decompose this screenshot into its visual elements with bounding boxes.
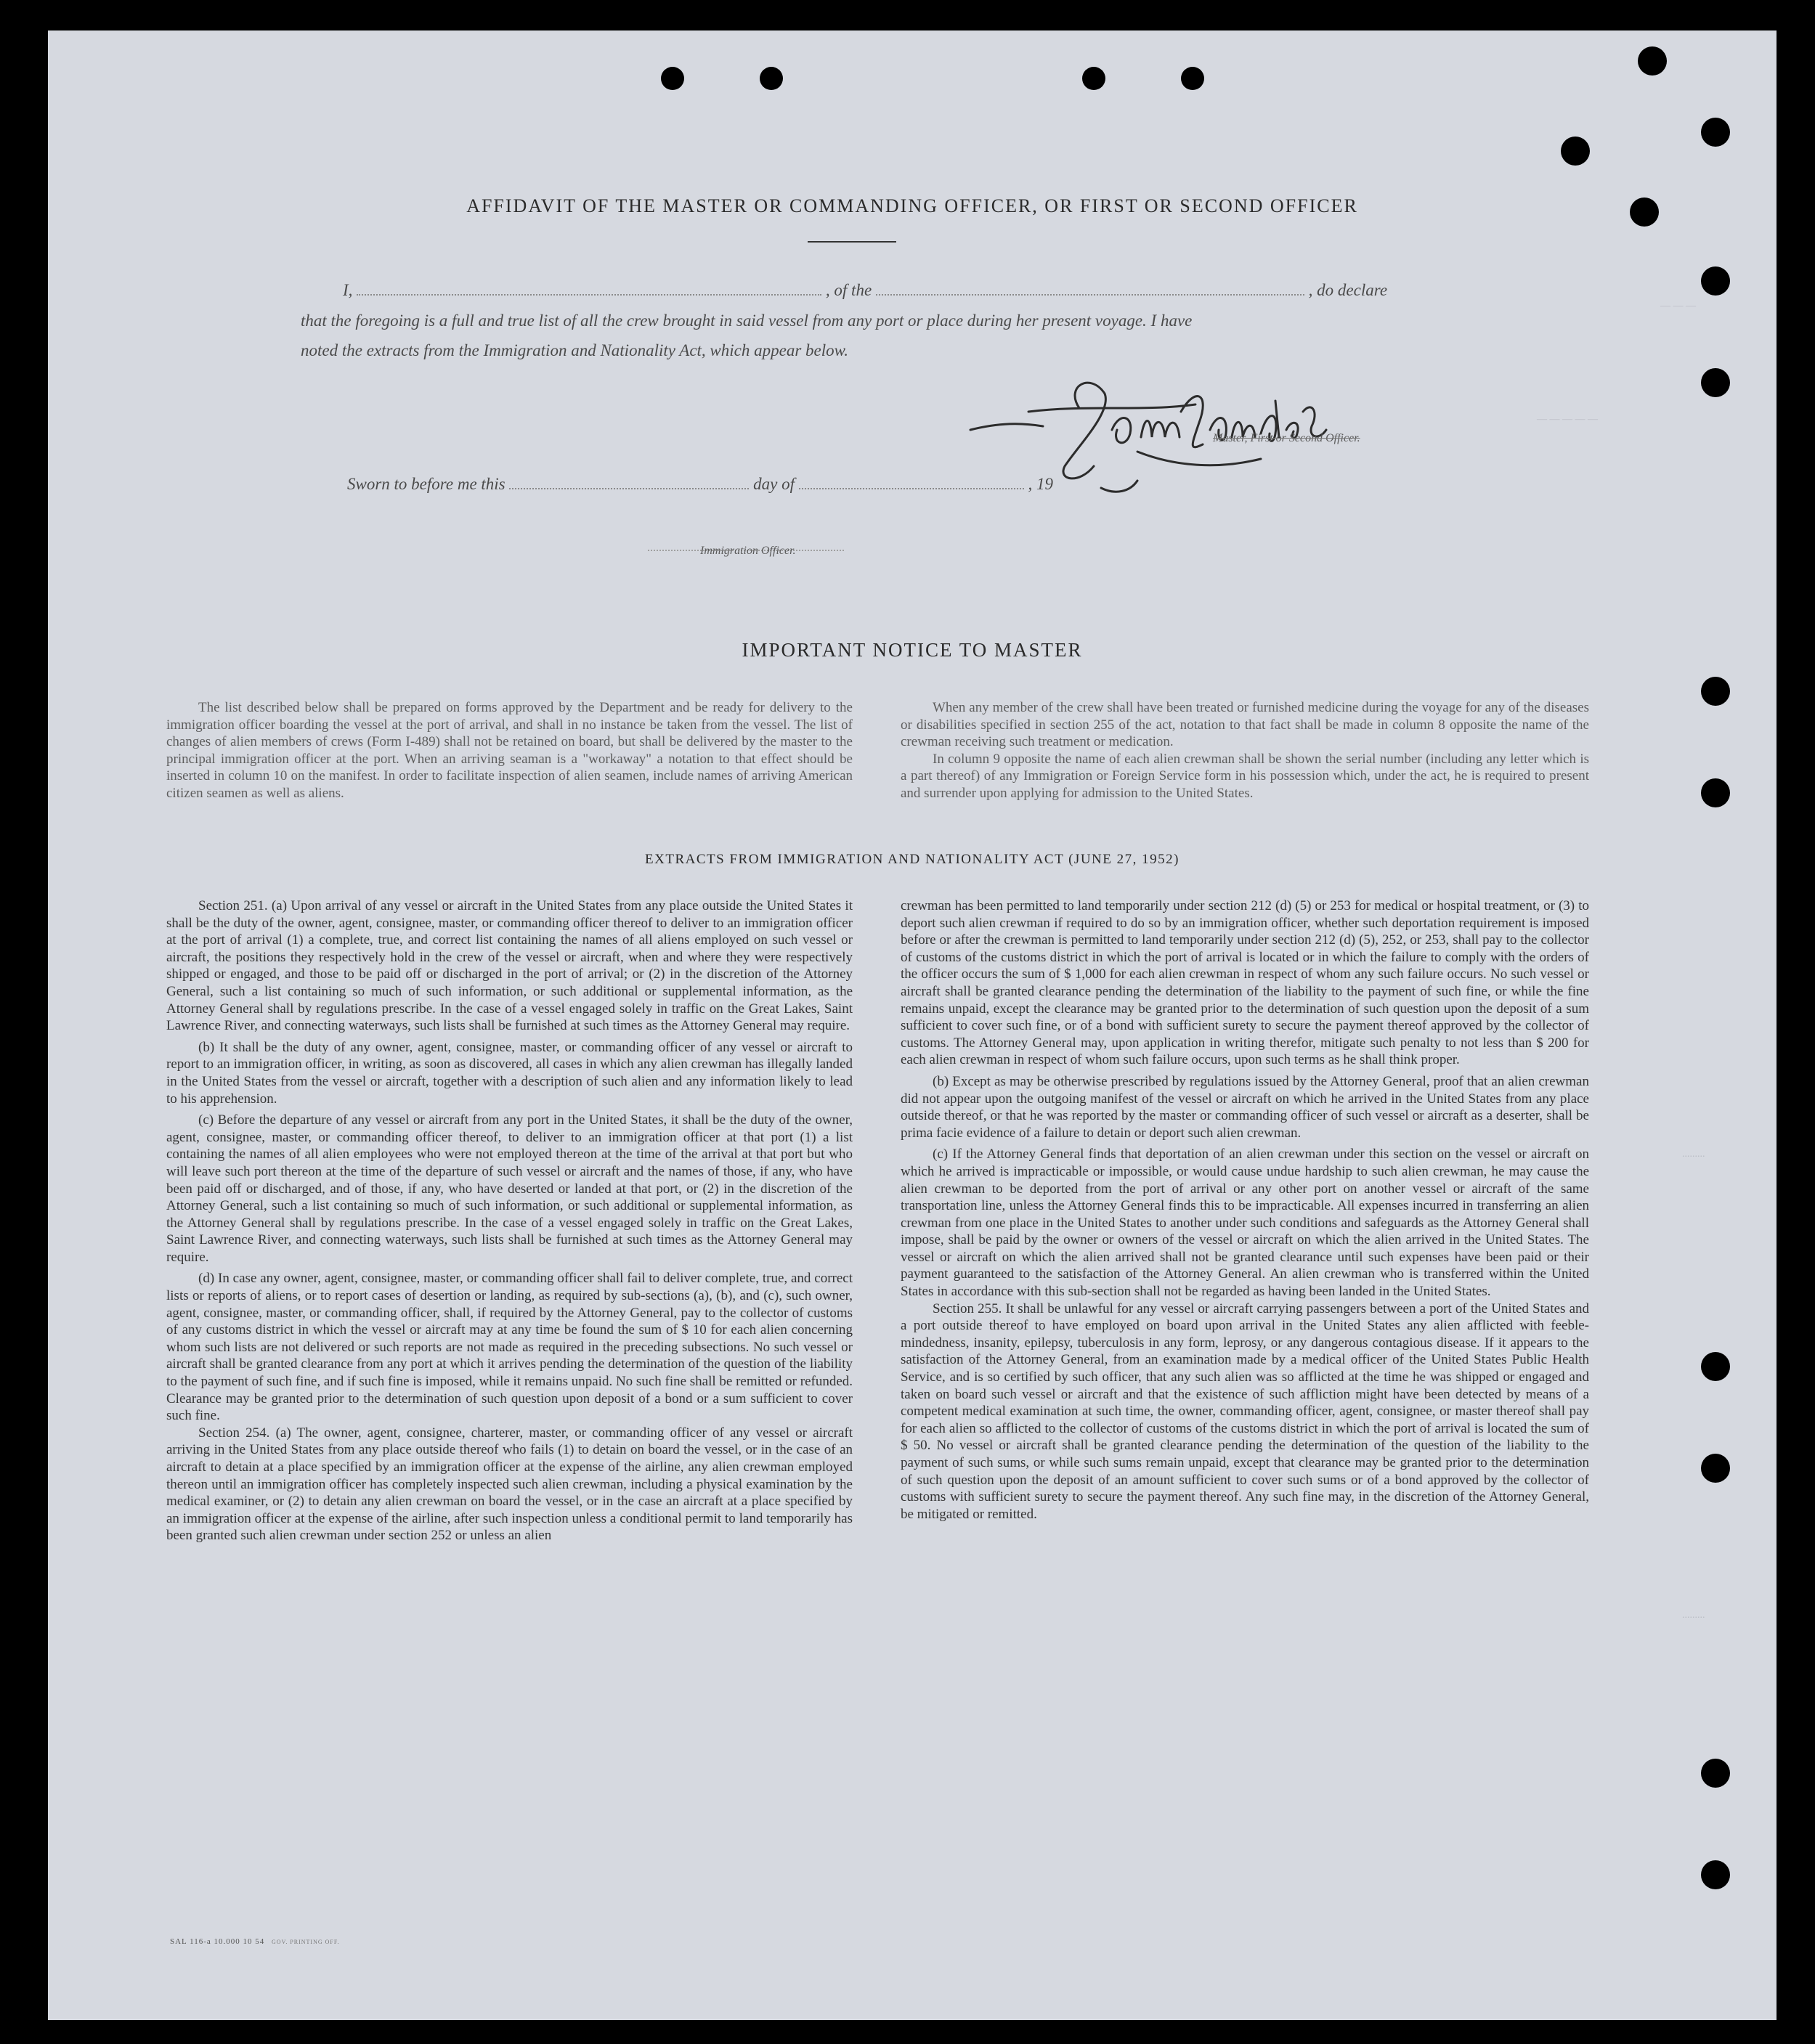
- section-251-c: (c) Before the departure of any vessel or aircraft from any port in the United States, it shall be the duty of the owner, agent, consignee, master, or commanding officer thereof, to deliver to an immigration officer at that port (1) a list containing the names of all alien employees who were not employed thereon at the time of the arrival at that port but who will leave such port thereon at the time of the departure of such vessel or aircraft and the names of those, if any, who have been paid off or discharged, and of those, if any, who have deserted or landed at that port, or (2) in the discretion of the Attorney General, such a list containing so much of such information, or such additional or supplemental information, as the Attorney General shall by regulations prescribe. In the case of a vessel engaged solely in traffic on the Great Lakes, Saint Lawrence River, and connecting waterways, such lists shall be furnished at such times as the Attorney General may require.: [166, 1112, 853, 1265]
- punch-hole: [1561, 137, 1590, 166]
- notice-right-text-2: In column 9 opposite the name of each alien crewman shall be shown the serial number (including any letter which is a part thereof) of any Immigration or Foreign Service form in his possession which, under the act, he is required to present and surrender upon applying for admission to the United States.: [901, 751, 1589, 801]
- punch-hole: [1082, 67, 1105, 90]
- of-the-label: , of the: [825, 281, 872, 299]
- year-label: , 19: [1028, 475, 1053, 493]
- sworn-month-field[interactable]: [799, 475, 1024, 489]
- section-254-c: (c) If the Attorney General finds that deportation of an alien crewman under this section on the vessel or aircraft on which he arrived is impracticable or impossible, or would cause undue hardship to such alien crewman, he may cause the alien crewman to be deported from the port of arrival or any other port on another vessel or aircraft of the same transportation line, unless the Attorney General finds this to be impracticable. All expenses incurred in transferring an alien crewman from one place in the United States to another under such conditions and safeguards as the Attorney General shall impose, shall be paid by the owner or owners of the vessel or aircraft on which the alien arrived in the United States. The vessel or aircraft on which the alien arrived shall not be granted clearance until such expenses have been paid or their payment guaranteed to the satisfaction of the Attorney General. An alien crewman who is transferred within the United States in accordance with this sub-section shall not be regarded as having been landed in the United States.: [901, 1147, 1589, 1300]
- punch-hole: [1701, 778, 1730, 807]
- declare-prefix: I,: [343, 281, 353, 299]
- punch-hole: [1701, 677, 1730, 706]
- punch-hole: [1701, 1454, 1730, 1483]
- section-251-a: Section 251. (a) Upon arrival of any vessel or aircraft in the United States from any place outside the United States it shall be the duty of the owner, agent, consignee, master, or commanding officer thereof to deliver to an immigration officer at the port of arrival (1) a complete, true, and correct list containing the names of all aliens employed on such vessel or aircraft, the positions they respectively hold in the crew of the vessel or aircraft, when and where they were respectively shipped or engaged, and those to be paid off or discharged in the port of arrival; or (2) in the discretion of the Attorney General, such a list containing so much of such information, or such additional or supplemental information, as the Attorney General shall by regulations prescribe. In the case of a vessel engaged solely in traffic on the Great Lakes, Saint Lawrence River, and connecting waterways, such lists shall be furnished at such times as the Attorney General may require.: [166, 898, 853, 1034]
- section-255: Section 255. It shall be unlawful for any vessel or aircraft carrying passengers between a port of the United States and a port outside thereof to have employed on board upon arrival in the United States any alien afflicted with feeble-mindedness, insanity, epilepsy, tuberculosis in any form, leprosy, or any dangerous contagious disease. If it appears to the satisfaction of the Attorney General, from an examination made by a medical officer of the United States Public Health Service, and is so certified by such officer, that any such alien was so afflicted at the time he was shipped or engaged and taken on board such vessel or aircraft and that the existence of such affliction might have been detected by means of a competent medical examination at such time, the owner, commanding officer, agent, consignee, or master thereof shall pay for each alien so afflicted to the collector of customs of the customs district in which the port of arrival is located the sum of $ 50. No vessel or aircraft shall be granted clearance pending the determination of the question of the liability to the payment of such sums, or while such sums remain unpaid, except that clearance may be granted prior to the determination of such question upon the deposit of an amount sufficient to cover such sums or of a bond approved by the collector of customs with sufficient surety to secure the payment thereof. Any such fine may, in the discretion of the Attorney General, be mitigated or remitted.: [901, 1300, 1589, 1522]
- printer-mark: GOV. PRINTING OFF.: [272, 1939, 340, 1945]
- day-of-label: day of: [753, 475, 795, 493]
- punch-hole: [760, 67, 783, 90]
- punch-hole: [1701, 1860, 1730, 1889]
- section-254-b: (b) Except as may be otherwise prescribed by regulations issued by the Attorney General, proof that an alien crewman did not appear upon the outgoing manifest of the vessel or aircraft on which he arrived in the United States from any place outside thereof, or that he was reported by the master or commanding officer of such vessel or aircraft as a deserter, shall be prima facie evidence of a failure to detain or deport such alien crewman.: [901, 1073, 1589, 1141]
- document-page: — — — — — — — — ......... ......... AFFIDAVIT OF THE MASTER OR COMMANDING OFFICER, OR FIRST OR SECOND OFFICER I, , of the , do declare that the foregoing is a full and true list of all the crew brought in said vessel from any port or place during her present voyage. I have noted the extracts from the Immigration and Nationality Act, which appear below. Master, First or Second Officer. Sworn to before me this day of , 19 Immigration Officer. IMPORTANT NOTICE TO MASTER The list described below shall be prepared on forms approved by the Department and be ready for delivery to the immigration officer boarding the vessel at the port of arrival, and shall in no instance be taken from the vessel. The list of changes of alien members of crews (Form I-489) shall not be retained on board, but shall be delivered by the master to the principal immigration officer at the port. When an arriving seaman is a "workaway" a notation to that effect should be inserted in column 10 on the manifest. In order to facilitate inspection of alien seamen, include names of arriving American citizen seamen as well as aliens. When any member of the crew shall have been treated or furnished medicine during the voyage for any of the diseases or disabilities specified in section 255 of the act, notation to that fact shall be made in column 8 opposite the name of the crewman receiving such treatment or medication. In column 9 opposite the name of each alien crewman shall be shown the serial number (including any letter which is a part thereof) of any Immigration or Foreign Service form in his possession which, under the act, he is required to present and surrender upon applying for admission to the United States. EXTRACTS FROM IMMIGRATION AND NATIONALITY ACT (JUNE 27, 1952) Section 251. (a) Upon arrival of any vessel or aircraft in the United States from any place outside the United States it shall be the duty of the owner, agent, consignee, master, or commanding officer thereof to deliver to an immigration officer at the port of arrival (1) a complete, true, and correct list containing the names of all aliens employed on such vessel or aircraft, the positions they respectively hold in the crew of the vessel or aircraft, when and where they were respectively shipped or engaged, and those to be paid off or discharged in the port of arrival; or (2) in the discretion of the Attorney General, such a list containing so much of such information, or such additional or supplemental information, as the Attorney General shall by regulations prescribe. In the case of a vessel engaged solely in traffic on the Great Lakes, Saint Lawrence River, and connecting waterways, such lists shall be furnished at such times as the Attorney General may require. (b) It shall be the duty of any owner, agent, consignee, master, or commanding officer of any vessel or aircraft to report to an immigration officer, in writing, as soon as discovered, all cases in which any alien crewman has illegally landed in the United States from the vessel or aircraft, together with a description of such alien and any information likely to lead to his apprehension. (c) Before the departure of any vessel or aircraft from any port in the United States, it shall be the duty of the owner, agent, consignee, master, or commanding officer thereof, to deliver to an immigration officer at that port (1) a list containing the names of all alien employees who were not employed thereon at the time of the arrival at that port but who will leave such port thereon at the time of the departure of such vessel or aircraft and the names of those, if any, who have been paid off or discharged, and of those, if any, who have deserted or landed at that port, or (2) in the discretion of the Attorney General, such a list containing so much of such information, or such additional or supplemental information, as the Attorney General shall by regulations prescribe. In the case of a vessel engaged solely in traffic on the Great Lakes, Saint Lawrence River, and connecting waterways, such lists shall be furnished at such times as the Attorney General may require. (d) In case any owner, agent, consignee, master, or commanding officer shall fail to deliver complete, true, and correct lists or reports of aliens, or to report cases of desertion or landing, as required by sub-sections (a), (b), and (c), such owner, agent, consignee, master, or commanding officer, shall, if required by the Attorney General, pay to the collector of customs of any customs district in which the vessel or aircraft may at any time be found the sum of $ 10 for each alien concerning whom such lists are not delivered or such reports are not made as required in the preceding subsections. No such vessel or aircraft shall be granted clearance from any port at which it arrives pending the determination of the question of the liability to the payment of such fine, and if such fine is imposed, while it remains unpaid. No such fine shall be remitted or refunded. Clearance may be granted prior to the determination of such question upon deposit of a bond or a sum sufficient to cover such fine. Section 254. (a) The owner, agent, consignee, charterer, master, or commanding officer of any vessel or aircraft arriving in the United States from any place outside thereof who fails (1) to detain on board the vessel, or in the case of an aircraft to detain at a place specified by an immigration officer at the expense of the airline, any alien crewman employed thereon until an immigration officer has completely inspected such alien crewman, including a physical examination by the medical examiner, or (2) to detain any alien crewman on board the vessel, or in the case an aircraft at a place specified by an immigration officer at the expense of the airline, after such inspection unless a conditional permit to land temporarily has been granted such alien crewman under section 252 or unless an alien crewman has been permitted to land temporarily under section 212 (d) (5) or 253 for medical or hospital treatment, or (3) to deport such alien crewman if required to do so by an immigration officer, whether such deportation requirement is imposed before or after the crewman is permitted to land temporarily under section 212 (d) (5), 252, or 253, shall pay to the collector of customs of the customs district in which the port of arrival is located or in which the failure to comply with the orders of the officer occurs the sum of $ 1,000 for each alien crewman in respect of whom any such failure occurs. No such vessel or aircraft shall be granted clearance pending the determination of the liability to the payment of such fine, or while the fine remains unpaid, except the clearance may be granted prior to the determination of such question upon the deposit of a sum sufficient to cover such fine, or of a bond with sufficient surety to secure the payment thereof approved by the collector of customs. The Attorney General may, upon application in writing therefor, mitigate such penalty to not less than $ 200 for each alien crewman in respect of whom such failure occurs, upon such terms as he shall think proper. (b) Except as may be otherwise prescribed by regulations issued by the Attorney General, proof that an alien crewman did not appear upon the outgoing manifest of the vessel or aircraft on which he arrived in the United States from any place outside thereof, or that he was reported by the master or commanding officer of such vessel or aircraft as a deserter, shall be prima facie evidence of a failure to detain or deport such alien crewman. (c) If the Attorney General finds that deportation of an alien crewman under this section on the vessel or aircraft on which he arrived is impracticable or impossible, or would cause undue hardship to such alien crewman, he may cause the alien crewman to be deported from the port of arrival or any other port on another vessel or aircraft of the same transportation line, unless the Attorney General finds this to be impracticable. All expenses incurred in transferring an alien crewman from one place in the United States to another under such conditions and safeguards as the Attorney General shall impose, shall be paid by the owner or owners of the vessel or aircraft on which the alien arrived in the United States. The vessel or aircraft on which the alien arrived shall not be granted clearance until such expenses have been paid or their payment guaranteed to the satisfaction of the Attorney General. An alien crewman who is transferred within the United States in accordance with this sub-section shall not be regarded as having been landed in the United States. Section 255. It shall be unlawful for any vessel or aircraft carrying passengers between a port of the United States and a port outside thereof to have employed on board upon arrival in the United States any alien afflicted with feeble-mindedness, insanity, epilepsy, tuberculosis in any form, leprosy, or any dangerous contagious disease. If it appears to the satisfaction of the Attorney General, from an examination made by a medical officer of the United States Public Health Service, and is so certified by such officer, that any such alien was so afflicted at the time he was shipped or engaged and taken on board such vessel or aircraft and that the existence of such affliction might have been detected by means of a competent medical examination at such time, the owner, commanding officer, agent, consignee, or master thereof shall pay for each alien so afflicted to the collector of customs of the customs district in which the port of arrival is located the sum of $ 50. No vessel or aircraft shall be granted clearance pending the determination of the question of the liability to the payment of such sums, or while such sums remain unpaid, except that clearance may be granted prior to the determination of such question upon the deposit of an amount sufficient to cover such sums or of a bond approved by the collector of customs with sufficient surety to secure the payment thereof. Any such fine may, in the discretion of the Attorney General, be mitigated or remitted. SAL 116-a 10.000 10 54 GOV. PRINTING OFF.: [48, 30, 1777, 2020]
- punch-hole: [1638, 46, 1667, 76]
- punch-hole: [1701, 118, 1730, 147]
- declaration-line-2: that the foregoing is a full and true list of all the crew brought in said vessel from any port or place during her present voyage. I have: [301, 312, 1193, 330]
- declaration-line-3: noted the extracts from the Immigration and Nationality Act, which appear below.: [301, 341, 849, 359]
- vessel-field[interactable]: [876, 281, 1304, 296]
- punch-hole: [661, 67, 684, 90]
- sworn-day-field[interactable]: [509, 475, 749, 489]
- notice-right-text-1: When any member of the crew shall have been treated or furnished medicine during the voyage for any of the diseases or disabilities specified in section 255 of the act, notation to that fact shall be made in column 8 opposite the name of the crewman receiving such treatment or medication.: [901, 700, 1589, 750]
- immigration-officer-caption: Immigration Officer.: [700, 545, 796, 557]
- form-code: SAL 116-a 10.000 10 54: [170, 1937, 265, 1946]
- title-rule: [808, 241, 896, 243]
- notice-title: IMPORTANT NOTICE TO MASTER: [742, 639, 1083, 661]
- notice-left-text: The list described below shall be prepared on forms approved by the Department and be ready for delivery to the immigration officer boarding the vessel at the port of arrival, and shall in no instance be taken from the vessel. The list of changes of alien members of crews (Form I-489) shall not be retained on board, but shall be delivered by the master to the principal immigration officer at the port. When an arriving seaman is a "workaway" a notation to that effect should be inserted in column 10 on the manifest. In order to facilitate inspection of alien seamen, include names of arriving American citizen seamen as well as aliens.: [166, 700, 853, 801]
- section-251-b: (b) It shall be the duty of any owner, agent, consignee, master, or commanding officer of any vessel or aircraft to report to an immigration officer, in writing, as soon as discovered, all cases in which any alien crewman has illegally landed in the United States from the vessel or aircraft, together with a description of such alien and any information likely to lead to his apprehension.: [166, 1039, 853, 1107]
- declare-suffix: , do declare: [1308, 281, 1388, 299]
- punch-hole: [1701, 1352, 1730, 1381]
- punch-hole: [1701, 368, 1730, 397]
- name-field[interactable]: [357, 281, 821, 296]
- punch-hole: [1701, 266, 1730, 296]
- sworn-label: Sworn to before me this: [347, 475, 505, 493]
- section-251-d: (d) In case any owner, agent, consignee, master, or commanding officer shall fail to deliver complete, true, and correct lists or reports of aliens, or to report cases of desertion or landing, as required by sub-sections (a), (b), and (c), such owner, agent, consignee, master, or commanding officer, shall, if required by the Attorney General, pay to the collector of customs of any customs district in which the vessel or aircraft may at any time be found the sum of $ 10 for each alien concerning whom such lists are not delivered or such reports are not made as required in the preceding subsections. No such vessel or aircraft shall be granted clearance from any port at which it arrives pending the determination of the question of the liability to the payment of such fine, and if such fine is imposed, while it remains unpaid. No such fine shall be remitted or refunded. Clearance may be granted prior to the determination of such question upon deposit of a bond or a sum sufficient to cover such fine.: [166, 1271, 853, 1424]
- section-254-a: Section 254. (a) The owner, agent, consignee, charterer, master, or commanding officer of any vessel or aircraft arriving in the United States from any place outside thereof who fails (1) to detain on board the vessel, or in the case of an aircraft to detain at a place specified by an immigration officer at the expense of the airline, any alien crewman employed thereon until an immigration officer has completely inspected such alien crewman, including a physical examination by the medical examiner, or (2) to detain any alien crewman on board the vessel, or in the case an aircraft at a place specified by an immigration officer at the expense of the airline, after such inspection unless a conditional permit to land temporarily has been granted such alien crewman under section 252 or unless an alien: [166, 1425, 853, 1544]
- punch-hole: [1181, 67, 1204, 90]
- punch-hole: [1701, 1759, 1730, 1788]
- master-caption: Master, First or Second Officer.: [1213, 432, 1360, 444]
- section-254-a-cont: crewman has been permitted to land temporarily under section 212 (d) (5) or 253 for medical or hospital treatment, or (3) to deport such alien crewman if required to do so by an immigration officer, whether such deportation requirement is imposed before or after the crewman is permitted to land temporarily under section 212 (d) (5), 252, or 253, shall pay to the collector of customs of the customs district in which the port of arrival is located or in which the failure to comply with the orders of the officer occurs the sum of $ 1,000 for each alien crewman in respect of whom any such failure occurs. No such vessel or aircraft shall be granted clearance pending the determination of the liability to the payment of such fine, or while the fine remains unpaid, except the clearance may be granted prior to the determination of such question upon the deposit of a sum sufficient to cover such fine, or of a bond with sufficient surety to secure the payment thereof approved by the collector of customs. The Attorney General may, upon application in writing therefor, mitigate such penalty to not less than $ 200 for each alien crewman in respect of whom such failure occurs, upon such terms as he shall think proper.: [901, 898, 1589, 1068]
- affidavit-title: AFFIDAVIT OF THE MASTER OR COMMANDING OFFICER, OR FIRST OR SECOND OFFICER: [466, 195, 1358, 216]
- extracts-title: EXTRACTS FROM IMMIGRATION AND NATIONALITY ACT (JUNE 27, 1952): [645, 852, 1179, 867]
